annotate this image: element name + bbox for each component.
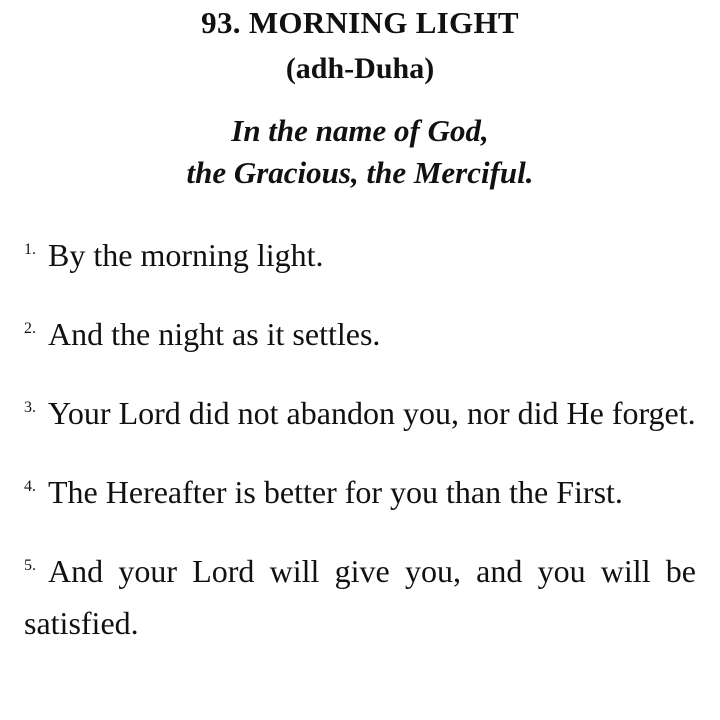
chapter-subtitle: (adh-Duha) — [285, 52, 435, 85]
verse-list — [24, 224, 696, 649]
verse-number: 2. — [24, 320, 36, 337]
invocation-line-2: the Gracious, the Merciful. — [186, 155, 534, 190]
verse-text: Your Lord did not abandon you, nor did He forget. — [48, 395, 696, 431]
verse-item — [24, 224, 696, 281]
verse-number: 3. — [24, 399, 36, 416]
verse-item — [24, 382, 696, 439]
verse-item — [24, 303, 696, 360]
verse-number: 5. — [24, 557, 36, 574]
invocation — [0, 110, 720, 194]
verse-text: By the morning light. — [48, 237, 324, 273]
verse-text: The Hereafter is better for you than the First. — [48, 474, 623, 510]
verse-item — [24, 540, 696, 649]
verse-text: And the night as it settles. — [48, 316, 381, 352]
verse-number: 1. — [24, 241, 36, 258]
verse-number: 4. — [24, 478, 36, 495]
verse-text: And your Lord will give you, and you will be satisfied. — [24, 553, 696, 641]
invocation-line-1: In the name of God, — [231, 113, 489, 148]
chapter-title: 93. MORNING LIGHT — [201, 5, 519, 40]
verse-item — [24, 461, 696, 518]
